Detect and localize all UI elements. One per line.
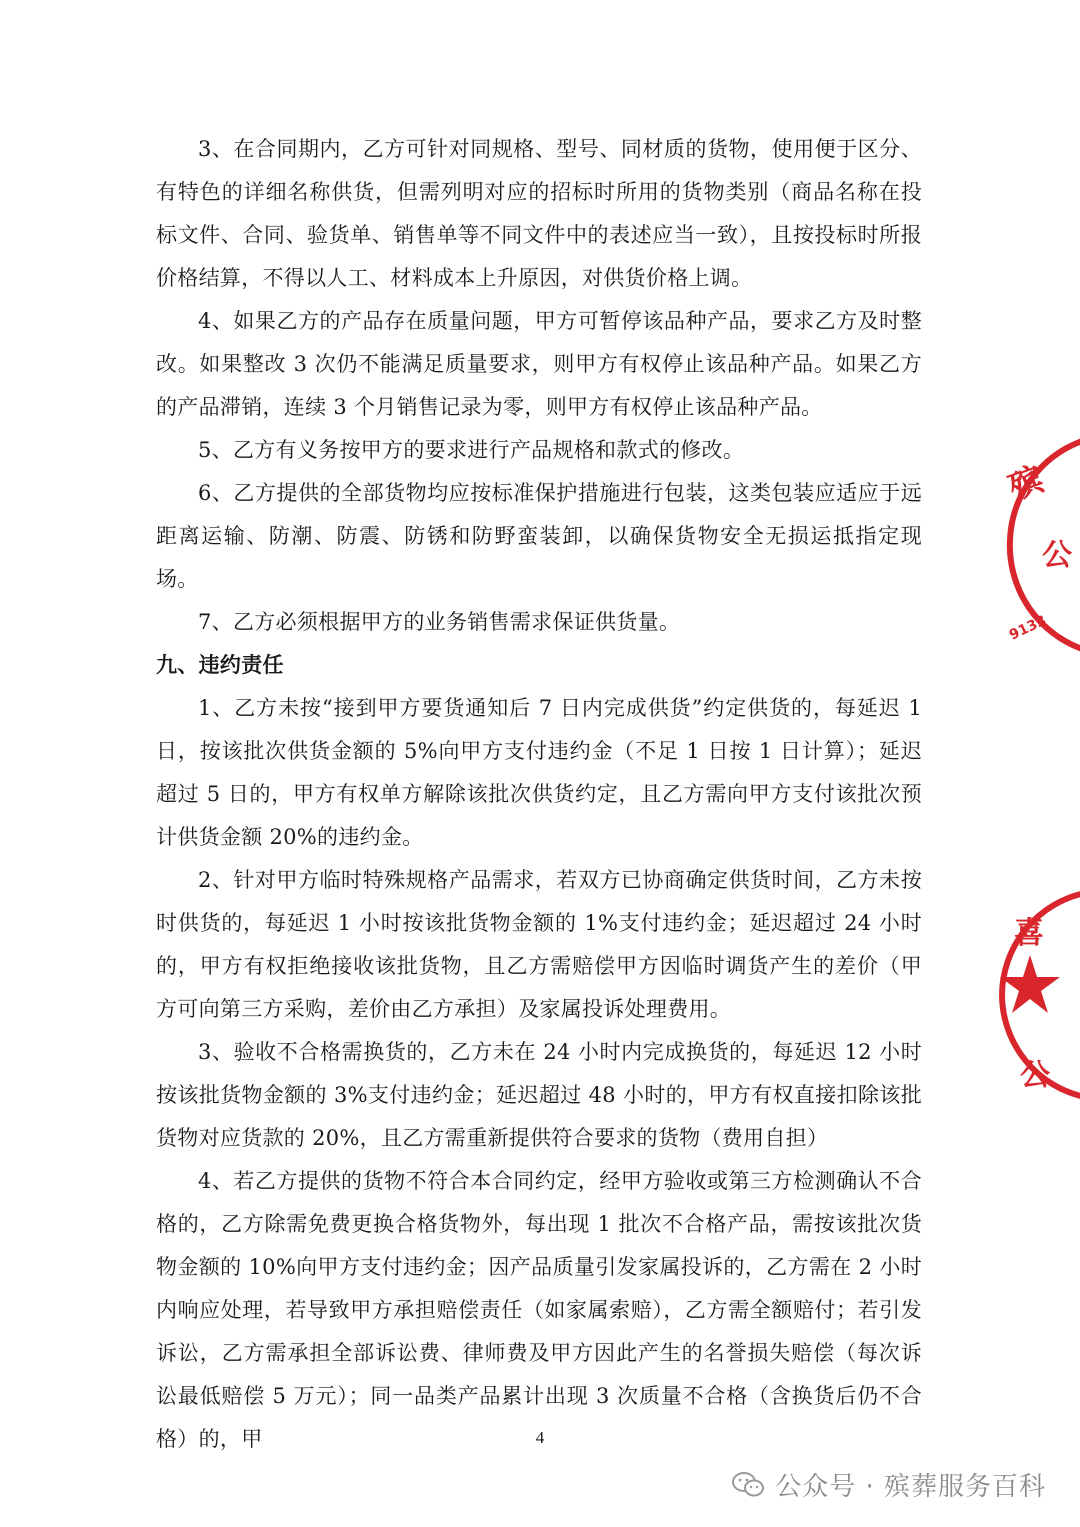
svg-text:公: 公 <box>1042 538 1072 573</box>
clause-paragraph: 3、在合同期内，乙方可针对同规格、型号、同材质的货物，使用便于区分、有特色的详细名称供货，但需列明对应的招标时所用的货物类别（商品名称在投标文件、合同、验货单、销售单等不同文件中的表述应当一致），且按投标时所报价格结算，不得以人工、材料成本上升原因，对供货价格上调。 <box>156 137 922 290</box>
penalty-paragraph: 4、若乙方提供的货物不符合本合同约定，经甲方验收或第三方检测确认不合格的，乙方除需免费更换合格货物外，每出现 1 批次不合格产品，需按该批次货物金额的 10%向甲方支付违约金；因产品质量引发家属投诉的，乙方需在 2 小时内响应处理，若导致甲方承担赔偿责任（如家属索赔），乙方需全额赔付；若引发诉讼，乙方需承担全部诉讼费、律师费及甲方因此产生的名誉损失赔偿（每次诉讼最低赔偿 5 万元）；同一品类产品累计出现 3 次质量不合格（含换货后仍不合格）的，甲 <box>156 1169 922 1451</box>
contract-body <box>156 128 922 1461</box>
clause-paragraph: 4、如果乙方的产品存在质量问题，甲方可暂停该品种产品，要求乙方及时整改。如果整改 3 次仍不能满足质量要求，则甲方有权停止该品种产品。如果乙方的产品滞销，连续 3 个月销售记录为零，则甲方有权停止该品种产品。 <box>156 309 922 419</box>
watermark-text: 公众号 · 殡葬服务百科 <box>775 1472 1046 1502</box>
clause-paragraph: 7、乙方必须根据甲方的业务销售需求保证供货量。 <box>198 610 681 634</box>
watermark <box>731 1466 1046 1503</box>
penalty-paragraph: 3、验收不合格需换货的，乙方未在 24 小时内完成换货的，每延迟 12 小时按该批货物金额的 3%支付违约金；延迟超过 48 小时的，甲方有权直接扣除该批货物对应货款的 20%，且乙方需重新提供符合要求的货物（费用自担） <box>156 1040 922 1150</box>
clause-paragraph: 5、乙方有义务按甲方的要求进行产品规格和款式的修改。 <box>198 438 745 462</box>
section-heading: 九、违约责任 <box>156 653 284 677</box>
company-seal-bottom <box>990 885 1080 1105</box>
penalty-paragraph: 2、针对甲方临时特殊规格产品需求，若双方已协商确定供货时间，乙方未按时供货的，每延迟 1 小时按该批货物金额的 1%支付违约金；延迟超过 24 小时的，甲方有权拒绝接收该批货物，且乙方需赔偿甲方因临时调货产生的差价（甲方可向第三方采购，差价由乙方承担）及家属投诉处理费用。 <box>156 868 922 1021</box>
clause-paragraph: 6、乙方提供的全部货物均应按标准保护措施进行包装，这类包装应适应于远距离运输、防潮、防震、防锈和防野蛮装卸，以确保货物安全无损运抵指定现场。 <box>156 481 922 591</box>
company-seal-top <box>990 430 1080 660</box>
wechat-icon <box>731 1470 765 1500</box>
penalty-paragraph: 1、乙方未按“接到甲方要货通知后 7 日内完成供货”约定供货的，每延迟 1 日，按该批次供货金额的 5%向甲方支付违约金（不足 1 日按 1 日计算）；延迟超过 5 日的，甲方有权单方解除该批次供货约定，且乙方需向甲方支付该批次预计供货金额 20%的违约金。 <box>156 696 922 849</box>
page-number: 4 <box>535 1428 545 1447</box>
svg-text:公: 公 <box>1020 1058 1050 1093</box>
svg-text:喜: 喜 <box>1014 916 1044 951</box>
svg-text:9133: 9133 <box>1006 612 1050 644</box>
svg-text:殡: 殡 <box>1003 459 1050 509</box>
